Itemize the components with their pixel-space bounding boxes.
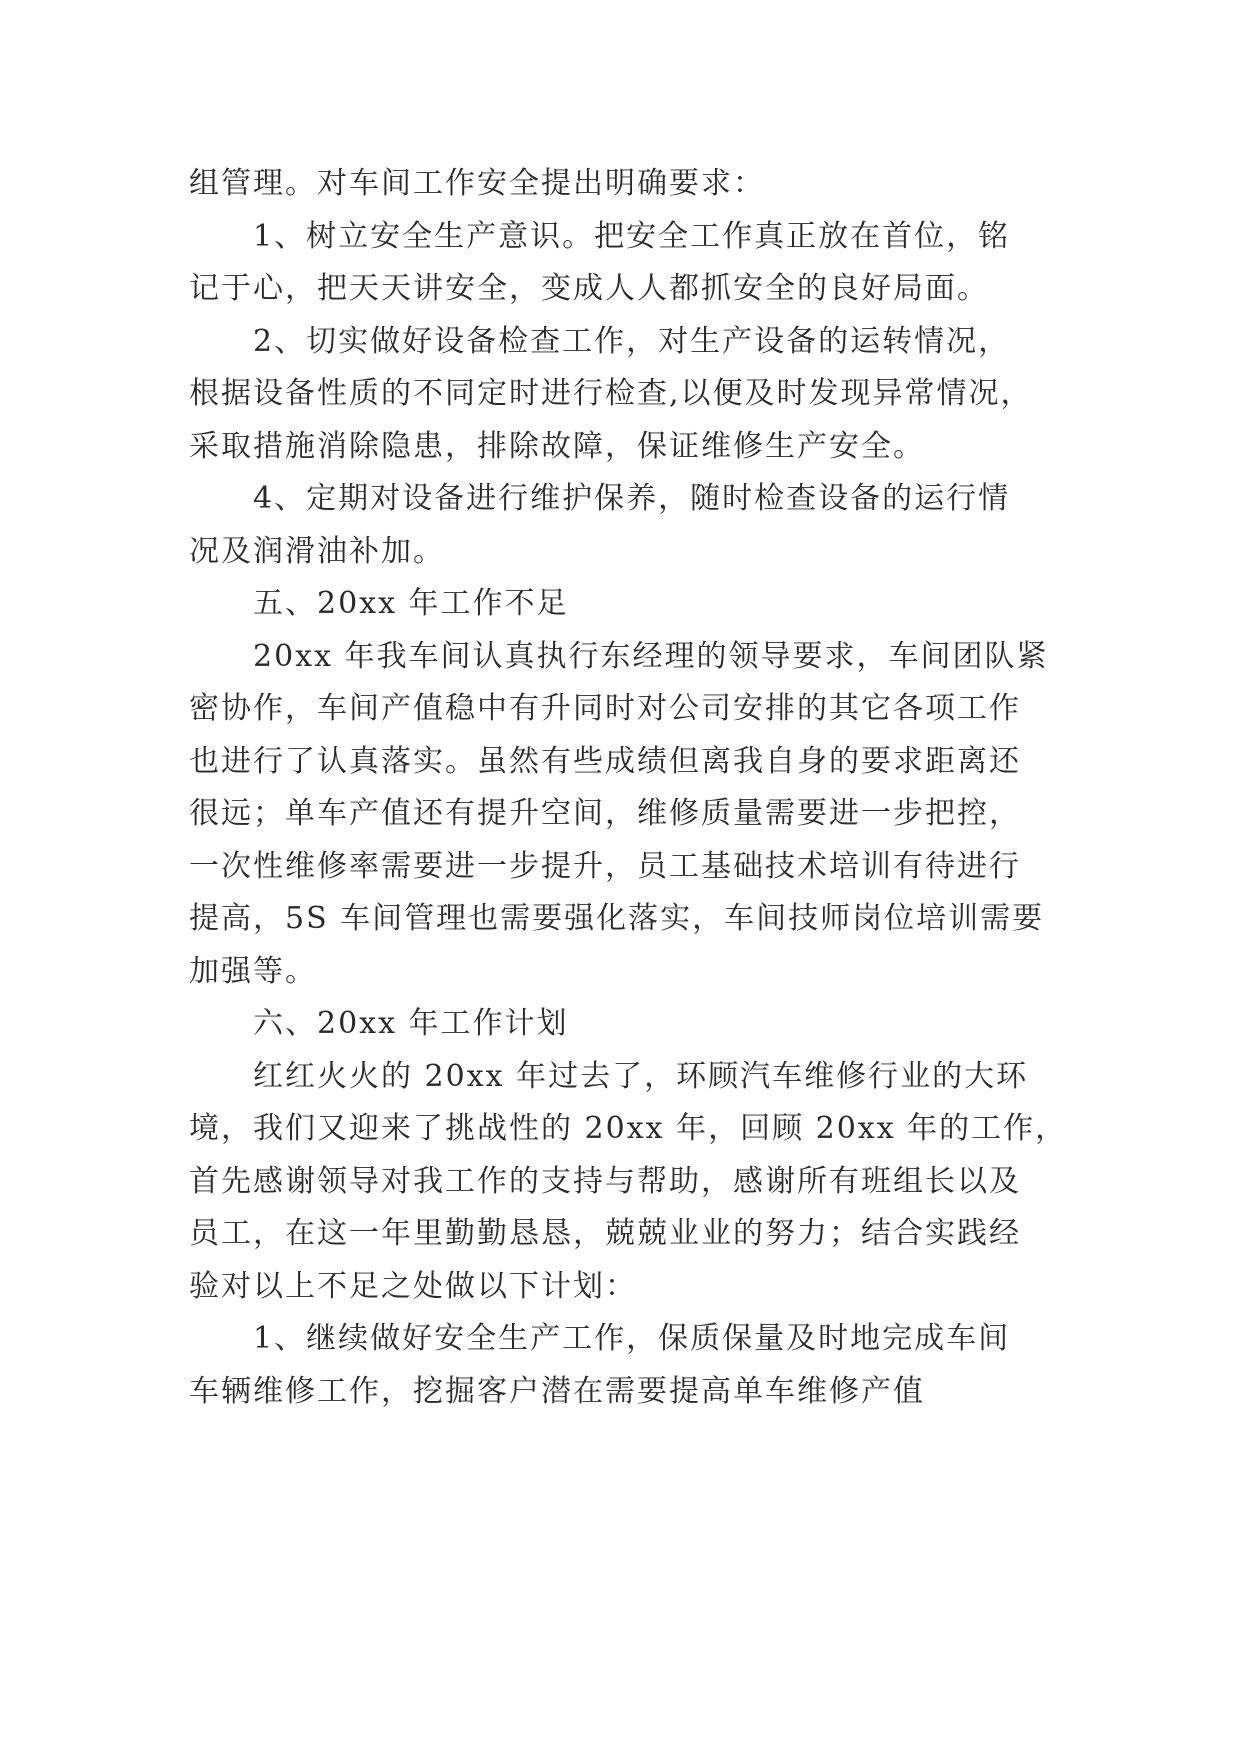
text-line: 20xx 年我车间认真执行东经理的领导要求，车间团队紧 xyxy=(253,638,1049,674)
text-line: 记于心，把天天讲安全，变成人人都抓安全的良好局面。 xyxy=(189,271,989,306)
text-line: 1、继续做好安全生产工作，保质保量及时地完成车间 xyxy=(253,1321,1011,1356)
section-heading: 六、20xx 年工作计划 xyxy=(253,1006,569,1041)
text-line: 红红火火的 20xx 年过去了，环顾汽车维修行业的大环 xyxy=(253,1058,1029,1094)
text-line: 4、定期对设备进行维护保养，随时检查设备的运行情 xyxy=(253,481,1011,516)
text-line: 一次性维修率需要进一步提升，员工基础技术培训有待进行 xyxy=(189,848,1021,884)
text-line: 境，我们又迎来了挑战性的 20xx 年，回顾 20xx 年的工作， xyxy=(189,1111,1068,1146)
section-heading: 五、20xx 年工作不足 xyxy=(253,586,569,621)
document-body xyxy=(189,158,1068,1418)
text-line: 2、切实做好设备检查工作，对生产设备的运转情况， xyxy=(253,323,1011,359)
text-line: 车辆维修工作，挖掘客户潜在需要提高单车维修产值 xyxy=(189,1373,925,1409)
text-line: 验对以上不足之处做以下计划： xyxy=(189,1268,637,1304)
text-line: 很远；单车产值还有提升空间，维修质量需要进一步把控， xyxy=(189,796,1021,831)
text-line: 首先感谢领导对我工作的支持与帮助，感谢所有班组长以及 xyxy=(189,1163,1021,1199)
text-line: 也进行了认真落实。虽然有些成绩但离我自身的要求距离还 xyxy=(189,743,1021,779)
text-line: 况及润滑油补加。 xyxy=(189,533,445,569)
text-line: 1、树立安全生产意识。把安全工作真正放在首位，铭 xyxy=(253,218,1011,254)
text-line: 密协作，车间产值稳中有升同时对公司安排的其它各项工作 xyxy=(189,691,1021,726)
text-line: 采取措施消除隐患，排除故障，保证维修生产安全。 xyxy=(189,428,925,464)
text-line: 提高，5S 车间管理也需要强化落实，车间技师岗位培训需要 xyxy=(189,901,1045,936)
text-line: 根据设备性质的不同定时进行检查,以便及时发现异常情况， xyxy=(189,376,1033,411)
text-line: 员工，在这一年里勤勤恳恳，兢兢业业的努力；结合实践经 xyxy=(189,1216,1021,1251)
text-line: 组管理。对车间工作安全提出明确要求： xyxy=(189,166,765,201)
text-line: 加强等。 xyxy=(189,953,317,989)
